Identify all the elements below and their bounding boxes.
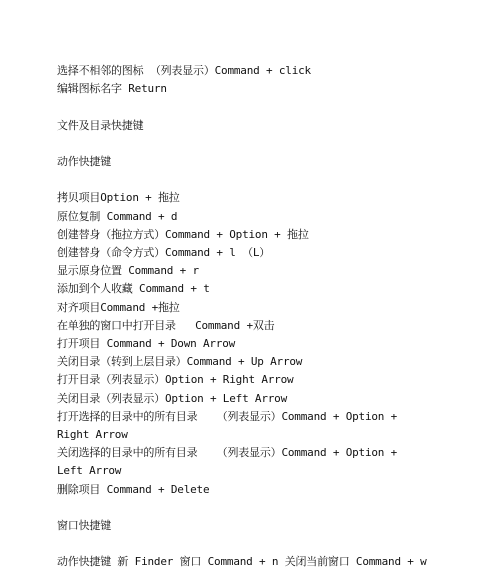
text-line: 选择不相邻的图标 （列表显示）Command + click [57,64,311,77]
text-line: 打开选择的目录中的所有目录 （列表显示）Command + Option + [57,409,398,423]
text-line: 编辑图标名字 Return [57,82,167,96]
text-line: 添加到个人收藏 Command + t [57,282,210,296]
blank-line [57,171,487,189]
text-line: 打开项目 Command + Down Arrow [57,337,236,350]
text-line: 拷贝项目Option + 拖拉 [57,191,180,205]
text-line: 打开目录（列表显示）Option + Right Arrow [57,373,294,387]
text-line: 创建替身（拖拉方式）Command + Option + 拖拉 [57,227,309,241]
text-line: 关闭选择的目录中的所有目录 （列表显示）Command + Option + [57,446,398,460]
blank-line [57,135,487,153]
text-line: 删除项目 Command + Delete [57,482,210,496]
text-line: 窗口快捷键 [57,519,111,533]
text-line: 文件及目录快捷键 [57,118,144,132]
text-line: Left Arrow [57,464,122,478]
blank-line [57,98,487,116]
text-line: 创建替身（命令方式）Command + l （L） [57,245,271,259]
document-body [57,62,487,572]
text-line: Right Arrow [57,428,128,442]
text-line: 关闭目录（转到上层目录）Command + Up Arrow [57,355,303,369]
text-line: 在单独的窗口中打开目录 Command +双击 [57,318,275,332]
text-line: 动作快捷键 [57,154,111,168]
text-line: 显示原身位置 Command + r [57,264,199,278]
text-line: 对齐项目Command +拖拉 [57,300,180,314]
text-line: 动作快捷键 新 Finder 窗口 Command + n 关闭当前窗口 Command + w [57,555,427,569]
text-line: 关闭目录（列表显示）Option + Left Arrow [57,391,288,405]
blank-line [57,499,487,517]
blank-line [57,535,487,553]
text-line: 原位复制 Command + d [57,209,178,223]
